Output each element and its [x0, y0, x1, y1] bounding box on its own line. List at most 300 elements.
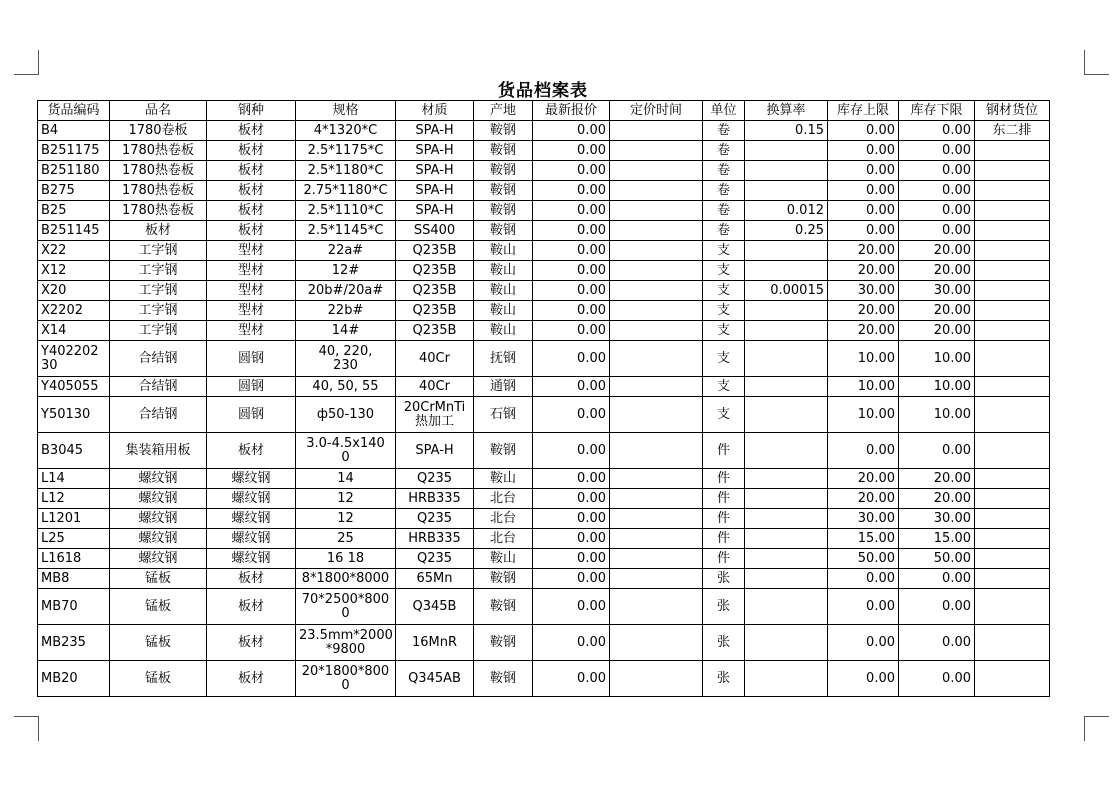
cell-lower: 0.00 [899, 181, 975, 201]
cell-code: B275 [38, 181, 110, 201]
cell-price: 0.00 [533, 141, 610, 161]
table-row [38, 121, 1050, 141]
cell-steel: 型材 [207, 281, 296, 301]
cell-code: L1618 [38, 549, 110, 569]
cell-spec: 12 [296, 489, 396, 509]
cell-code: B3045 [38, 433, 110, 469]
cell-location [975, 281, 1050, 301]
cell-location [975, 321, 1050, 341]
cell-location [975, 661, 1050, 697]
cell-price-time [610, 161, 703, 181]
cell-name: 锰板 [110, 569, 207, 589]
cell-origin: 鞍钢 [474, 141, 533, 161]
cell-price-time [610, 221, 703, 241]
cell-unit: 支 [703, 281, 745, 301]
cell-origin: 鞍钢 [474, 121, 533, 141]
cell-material: SPA-H [396, 433, 474, 469]
cell-code: B251145 [38, 221, 110, 241]
cell-spec: 8*1800*8000 [296, 569, 396, 589]
cell-unit: 卷 [703, 121, 745, 141]
cell-material: HRB335 [396, 489, 474, 509]
cell-origin: 鞍山 [474, 261, 533, 281]
cell-steel: 板材 [207, 433, 296, 469]
header-row [38, 101, 1050, 121]
cell-price-time [610, 281, 703, 301]
cell-price: 0.00 [533, 529, 610, 549]
cell-location [975, 625, 1050, 661]
cell-material: 65Mn [396, 569, 474, 589]
cell-rate: 0.012 [745, 201, 828, 221]
cell-unit: 张 [703, 625, 745, 661]
cell-location [975, 529, 1050, 549]
cell-rate [745, 433, 828, 469]
cell-steel: 型材 [207, 261, 296, 281]
cell-unit: 支 [703, 261, 745, 281]
table-row [38, 261, 1050, 281]
cell-unit: 支 [703, 241, 745, 261]
cell-code: MB20 [38, 661, 110, 697]
table-row [38, 625, 1050, 661]
cell-material: 40Cr [396, 377, 474, 397]
cell-material: Q235B [396, 261, 474, 281]
cell-upper: 50.00 [828, 549, 899, 569]
cell-origin: 鞍钢 [474, 569, 533, 589]
cell-material: SPA-H [396, 181, 474, 201]
cell-name: 1780热卷板 [110, 141, 207, 161]
cell-origin: 北台 [474, 529, 533, 549]
cell-rate: 0.00015 [745, 281, 828, 301]
cell-unit: 件 [703, 469, 745, 489]
cell-location [975, 181, 1050, 201]
cell-origin: 鞍山 [474, 469, 533, 489]
cell-lower: 0.00 [899, 433, 975, 469]
column-header-material: 材质 [396, 101, 474, 121]
cell-price: 0.00 [533, 433, 610, 469]
cell-rate [745, 161, 828, 181]
table-row [38, 433, 1050, 469]
cell-price-time [610, 397, 703, 433]
page-title: 货品档案表 [498, 81, 588, 101]
cell-location [975, 509, 1050, 529]
cell-price-time [610, 589, 703, 625]
cell-price-time [610, 341, 703, 377]
cell-material: 20CrMnTi 热加工 [396, 397, 474, 433]
cell-material: Q235 [396, 469, 474, 489]
cell-name: 工字钢 [110, 281, 207, 301]
cell-lower: 20.00 [899, 469, 975, 489]
cell-price-time [610, 181, 703, 201]
cell-spec: 20*1800*800 0 [296, 661, 396, 697]
cell-origin: 鞍钢 [474, 589, 533, 625]
table-row [38, 221, 1050, 241]
table-row [38, 321, 1050, 341]
cell-steel: 螺纹钢 [207, 489, 296, 509]
cell-unit: 卷 [703, 141, 745, 161]
cell-steel: 圆钢 [207, 377, 296, 397]
cell-spec: 25 [296, 529, 396, 549]
cell-price: 0.00 [533, 341, 610, 377]
cell-name: 1780热卷板 [110, 181, 207, 201]
cell-location [975, 201, 1050, 221]
cell-rate: 0.15 [745, 121, 828, 141]
cell-name: 锰板 [110, 625, 207, 661]
cell-origin: 北台 [474, 489, 533, 509]
cell-unit: 件 [703, 433, 745, 469]
cell-price-time [610, 569, 703, 589]
cell-steel: 板材 [207, 625, 296, 661]
cell-price-time [610, 141, 703, 161]
cell-name: 板材 [110, 221, 207, 241]
cell-upper: 0.00 [828, 161, 899, 181]
cell-lower: 50.00 [899, 549, 975, 569]
cell-location [975, 341, 1050, 377]
cell-spec: 40, 50, 55 [296, 377, 396, 397]
cell-lower: 20.00 [899, 241, 975, 261]
cell-steel: 板材 [207, 121, 296, 141]
cell-code: MB8 [38, 569, 110, 589]
cell-spec: 14# [296, 321, 396, 341]
crop-mark-bottom-right [1084, 716, 1109, 741]
cell-price-time [610, 489, 703, 509]
cell-lower: 0.00 [899, 201, 975, 221]
cell-spec: 12# [296, 261, 396, 281]
cell-material: SS400 [396, 221, 474, 241]
cell-origin: 鞍山 [474, 281, 533, 301]
cell-code: X2202 [38, 301, 110, 321]
cell-material: Q235B [396, 281, 474, 301]
cell-price: 0.00 [533, 321, 610, 341]
table-row [38, 529, 1050, 549]
cell-name: 合结钢 [110, 377, 207, 397]
cell-rate [745, 301, 828, 321]
cell-spec: 3.0-4.5x140 0 [296, 433, 396, 469]
cell-origin: 石钢 [474, 397, 533, 433]
cell-upper: 10.00 [828, 377, 899, 397]
cell-price: 0.00 [533, 201, 610, 221]
cell-unit: 支 [703, 301, 745, 321]
cell-code: L12 [38, 489, 110, 509]
cell-price-time [610, 377, 703, 397]
cell-name: 螺纹钢 [110, 469, 207, 489]
cell-upper: 0.00 [828, 625, 899, 661]
cell-price-time [610, 201, 703, 221]
cell-rate [745, 469, 828, 489]
cell-upper: 0.00 [828, 433, 899, 469]
cell-rate [745, 529, 828, 549]
cell-spec: 16 18 [296, 549, 396, 569]
cell-spec: 2.5*1145*C [296, 221, 396, 241]
cell-unit: 件 [703, 509, 745, 529]
cell-price-time [610, 433, 703, 469]
cell-price-time [610, 321, 703, 341]
cell-lower: 20.00 [899, 261, 975, 281]
cell-lower: 15.00 [899, 529, 975, 549]
cell-origin: 鞍钢 [474, 181, 533, 201]
cell-location [975, 261, 1050, 281]
cell-price: 0.00 [533, 377, 610, 397]
cell-rate [745, 589, 828, 625]
cell-upper: 20.00 [828, 489, 899, 509]
cell-rate [745, 661, 828, 697]
cell-rate: 0.25 [745, 221, 828, 241]
cell-price: 0.00 [533, 569, 610, 589]
cell-spec: 2.5*1175*C [296, 141, 396, 161]
cell-upper: 20.00 [828, 261, 899, 281]
cell-material: Q235 [396, 509, 474, 529]
cell-price: 0.00 [533, 397, 610, 433]
cell-origin: 鞍山 [474, 321, 533, 341]
table-row [38, 397, 1050, 433]
cell-price: 0.00 [533, 469, 610, 489]
cell-rate [745, 397, 828, 433]
column-header-origin: 产地 [474, 101, 533, 121]
cell-unit: 张 [703, 589, 745, 625]
goods-archive-table [37, 100, 1050, 697]
cell-steel: 螺纹钢 [207, 529, 296, 549]
cell-unit: 卷 [703, 221, 745, 241]
cell-unit: 卷 [703, 201, 745, 221]
cell-price: 0.00 [533, 489, 610, 509]
cell-price: 0.00 [533, 589, 610, 625]
table-row [38, 201, 1050, 221]
cell-price-time [610, 241, 703, 261]
column-header-spec: 规格 [296, 101, 396, 121]
column-header-lower: 库存下限 [899, 101, 975, 121]
cell-name: 螺纹钢 [110, 529, 207, 549]
cell-name: 锰板 [110, 661, 207, 697]
cell-lower: 30.00 [899, 281, 975, 301]
cell-origin: 鞍钢 [474, 661, 533, 697]
cell-price: 0.00 [533, 509, 610, 529]
cell-material: SPA-H [396, 201, 474, 221]
cell-code: B25 [38, 201, 110, 221]
cell-name: 1780卷板 [110, 121, 207, 141]
cell-spec: 40, 220, 230 [296, 341, 396, 377]
cell-location [975, 377, 1050, 397]
cell-price-time [610, 549, 703, 569]
table-row [38, 589, 1050, 625]
cell-origin: 鞍钢 [474, 433, 533, 469]
cell-upper: 30.00 [828, 281, 899, 301]
cell-material: SPA-H [396, 141, 474, 161]
cell-spec: 4*1320*C [296, 121, 396, 141]
cell-price: 0.00 [533, 181, 610, 201]
cell-steel: 圆钢 [207, 397, 296, 433]
table-row [38, 141, 1050, 161]
cell-code: X14 [38, 321, 110, 341]
cell-location [975, 161, 1050, 181]
cell-code: L14 [38, 469, 110, 489]
cell-code: Y50130 [38, 397, 110, 433]
table-row [38, 661, 1050, 697]
cell-price: 0.00 [533, 121, 610, 141]
cell-code: L25 [38, 529, 110, 549]
table-row [38, 377, 1050, 397]
cell-rate [745, 549, 828, 569]
table-row [38, 489, 1050, 509]
crop-mark-top-right [1084, 50, 1109, 75]
cell-upper: 10.00 [828, 341, 899, 377]
cell-name: 螺纹钢 [110, 509, 207, 529]
cell-price-time [610, 529, 703, 549]
cell-rate [745, 261, 828, 281]
cell-price: 0.00 [533, 161, 610, 181]
cell-rate [745, 181, 828, 201]
cell-price-time [610, 509, 703, 529]
column-header-unit: 单位 [703, 101, 745, 121]
cell-lower: 0.00 [899, 161, 975, 181]
cell-lower: 10.00 [899, 341, 975, 377]
cell-lower: 10.00 [899, 377, 975, 397]
cell-location [975, 549, 1050, 569]
cell-steel: 型材 [207, 301, 296, 321]
cell-rate [745, 341, 828, 377]
cell-upper: 0.00 [828, 221, 899, 241]
cell-location [975, 469, 1050, 489]
cell-steel: 板材 [207, 589, 296, 625]
cell-steel: 型材 [207, 241, 296, 261]
cell-lower: 20.00 [899, 301, 975, 321]
cell-steel: 型材 [207, 321, 296, 341]
cell-unit: 支 [703, 377, 745, 397]
cell-steel: 板材 [207, 201, 296, 221]
cell-price: 0.00 [533, 625, 610, 661]
cell-lower: 0.00 [899, 121, 975, 141]
cell-material: Q345B [396, 589, 474, 625]
column-header-rate: 换算率 [745, 101, 828, 121]
cell-unit: 件 [703, 529, 745, 549]
cell-name: 1780热卷板 [110, 161, 207, 181]
cell-steel: 圆钢 [207, 341, 296, 377]
column-header-upper: 库存上限 [828, 101, 899, 121]
cell-steel: 螺纹钢 [207, 469, 296, 489]
cell-material: 40Cr [396, 341, 474, 377]
column-header-location: 钢材货位 [975, 101, 1050, 121]
cell-origin: 鞍钢 [474, 201, 533, 221]
cell-lower: 20.00 [899, 489, 975, 509]
cell-upper: 10.00 [828, 397, 899, 433]
cell-upper: 20.00 [828, 469, 899, 489]
cell-spec: 70*2500*800 0 [296, 589, 396, 625]
table-row [38, 469, 1050, 489]
cell-material: Q235B [396, 301, 474, 321]
cell-origin: 鞍山 [474, 549, 533, 569]
cell-price: 0.00 [533, 549, 610, 569]
cell-material: Q235B [396, 321, 474, 341]
cell-lower: 0.00 [899, 221, 975, 241]
cell-steel: 板材 [207, 181, 296, 201]
cell-spec: 2.75*1180*C [296, 181, 396, 201]
cell-unit: 卷 [703, 161, 745, 181]
cell-rate [745, 241, 828, 261]
cell-lower: 30.00 [899, 509, 975, 529]
cell-spec: 14 [296, 469, 396, 489]
cell-code: X20 [38, 281, 110, 301]
cell-origin: 通钢 [474, 377, 533, 397]
cell-rate [745, 569, 828, 589]
cell-origin: 鞍山 [474, 241, 533, 261]
cell-upper: 20.00 [828, 321, 899, 341]
cell-price: 0.00 [533, 301, 610, 321]
cell-code: MB235 [38, 625, 110, 661]
cell-location [975, 241, 1050, 261]
cell-location [975, 301, 1050, 321]
cell-lower: 10.00 [899, 397, 975, 433]
table-row [38, 509, 1050, 529]
cell-material: SPA-H [396, 121, 474, 141]
cell-spec: 20b#/20a# [296, 281, 396, 301]
cell-name: 工字钢 [110, 261, 207, 281]
cell-price-time [610, 121, 703, 141]
cell-code: B251180 [38, 161, 110, 181]
cell-name: 锰板 [110, 589, 207, 625]
cell-upper: 0.00 [828, 121, 899, 141]
cell-price: 0.00 [533, 261, 610, 281]
cell-material: 16MnR [396, 625, 474, 661]
cell-unit: 张 [703, 569, 745, 589]
cell-upper: 0.00 [828, 141, 899, 161]
cell-unit: 支 [703, 397, 745, 433]
crop-mark-bottom-left [14, 716, 39, 741]
cell-steel: 板材 [207, 661, 296, 697]
cell-code: X12 [38, 261, 110, 281]
cell-upper: 0.00 [828, 661, 899, 697]
cell-upper: 0.00 [828, 589, 899, 625]
cell-location [975, 397, 1050, 433]
cell-name: 工字钢 [110, 241, 207, 261]
column-header-name: 品名 [110, 101, 207, 121]
cell-price-time [610, 469, 703, 489]
cell-rate [745, 377, 828, 397]
cell-spec: 22a# [296, 241, 396, 261]
cell-steel: 螺纹钢 [207, 549, 296, 569]
cell-location [975, 141, 1050, 161]
cell-price: 0.00 [533, 661, 610, 697]
cell-material: Q345AB [396, 661, 474, 697]
cell-lower: 0.00 [899, 141, 975, 161]
cell-price-time [610, 261, 703, 281]
table-row [38, 281, 1050, 301]
cell-unit: 支 [703, 321, 745, 341]
cell-name: 1780热卷板 [110, 201, 207, 221]
cell-upper: 20.00 [828, 241, 899, 261]
cell-code: Y402202 30 [38, 341, 110, 377]
cell-upper: 0.00 [828, 201, 899, 221]
cell-material: HRB335 [396, 529, 474, 549]
cell-name: 工字钢 [110, 321, 207, 341]
table-row [38, 549, 1050, 569]
column-header-steel: 钢种 [207, 101, 296, 121]
column-header-price-time: 定价时间 [610, 101, 703, 121]
cell-unit: 件 [703, 549, 745, 569]
cell-spec: ф50-130 [296, 397, 396, 433]
cell-spec: 2.5*1110*C [296, 201, 396, 221]
table-row [38, 181, 1050, 201]
cell-location [975, 489, 1050, 509]
cell-rate [745, 509, 828, 529]
cell-name: 工字钢 [110, 301, 207, 321]
cell-code: B4 [38, 121, 110, 141]
cell-name: 合结钢 [110, 397, 207, 433]
cell-origin: 鞍钢 [474, 625, 533, 661]
cell-rate [745, 625, 828, 661]
table-row [38, 161, 1050, 181]
cell-upper: 20.00 [828, 301, 899, 321]
table-row [38, 341, 1050, 377]
cell-name: 集装箱用板 [110, 433, 207, 469]
cell-price: 0.00 [533, 281, 610, 301]
cell-origin: 鞍钢 [474, 221, 533, 241]
